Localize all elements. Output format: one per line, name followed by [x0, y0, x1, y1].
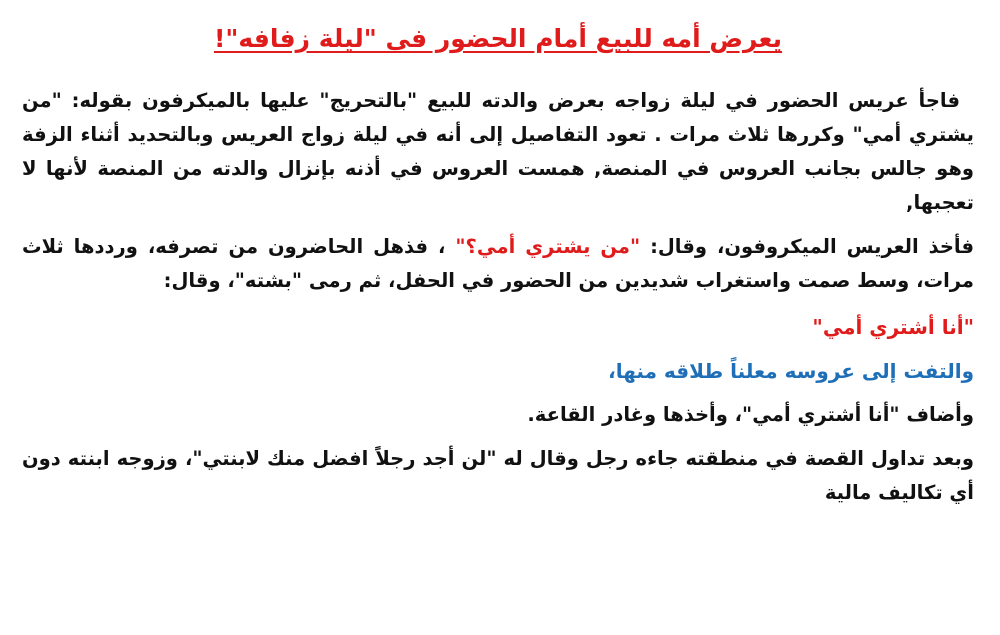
paragraph-microphone — [22, 230, 974, 298]
i-buy-my-mother-quote: "أنا أشتري أمي" — [812, 315, 974, 339]
paragraph-microphone-before: فأخذ العريس الميكروفون، وقال: — [640, 235, 974, 258]
who-buys-my-mother-quote: "من يشتري أمي؟" — [455, 235, 641, 258]
paragraph-microphone-after: ، فذهل الحاضرون من تصرفه، ورددها ثلاث مرات، وسط صمت واستغراب شديدين من الحضور في الحفل، ثم رمى "بشته"، وقال: — [22, 235, 974, 292]
divorce-announcement: والتفت إلى عروسه معلناً طلاقه منها، — [608, 359, 974, 383]
paragraph-intro: فاجأ عريس الحضور في ليلة زواجه بعرض والدته للبيع "بالتحريج" عليها بالميكرفون بقوله: "من يشتري أمي" وكررها ثلاث مرات . تعود التفاصيل إلى أنه في ليلة زواج العريس وبالتحديد أثناء الزفة وهو جالس بجانب العروس في المنصة, همست العروس في أذنه بإنزال والدته من المنصة لأنها لا تعجبها, — [22, 89, 974, 214]
added-statement: وأضاف "أنا أشتري أمي"، وأخذها وغادر القاعة. — [527, 403, 974, 426]
article-title: يعرض أمه للبيع أمام الحضور فى "ليلة زفافه"! — [213, 24, 783, 53]
paragraph-ending: وبعد تداول القصة في منطقته جاءه رجل وقال له "لن أجد رجلاً افضل منك لابنتي"، وزوجه ابنته دون أي تكاليف مالية — [22, 447, 974, 504]
